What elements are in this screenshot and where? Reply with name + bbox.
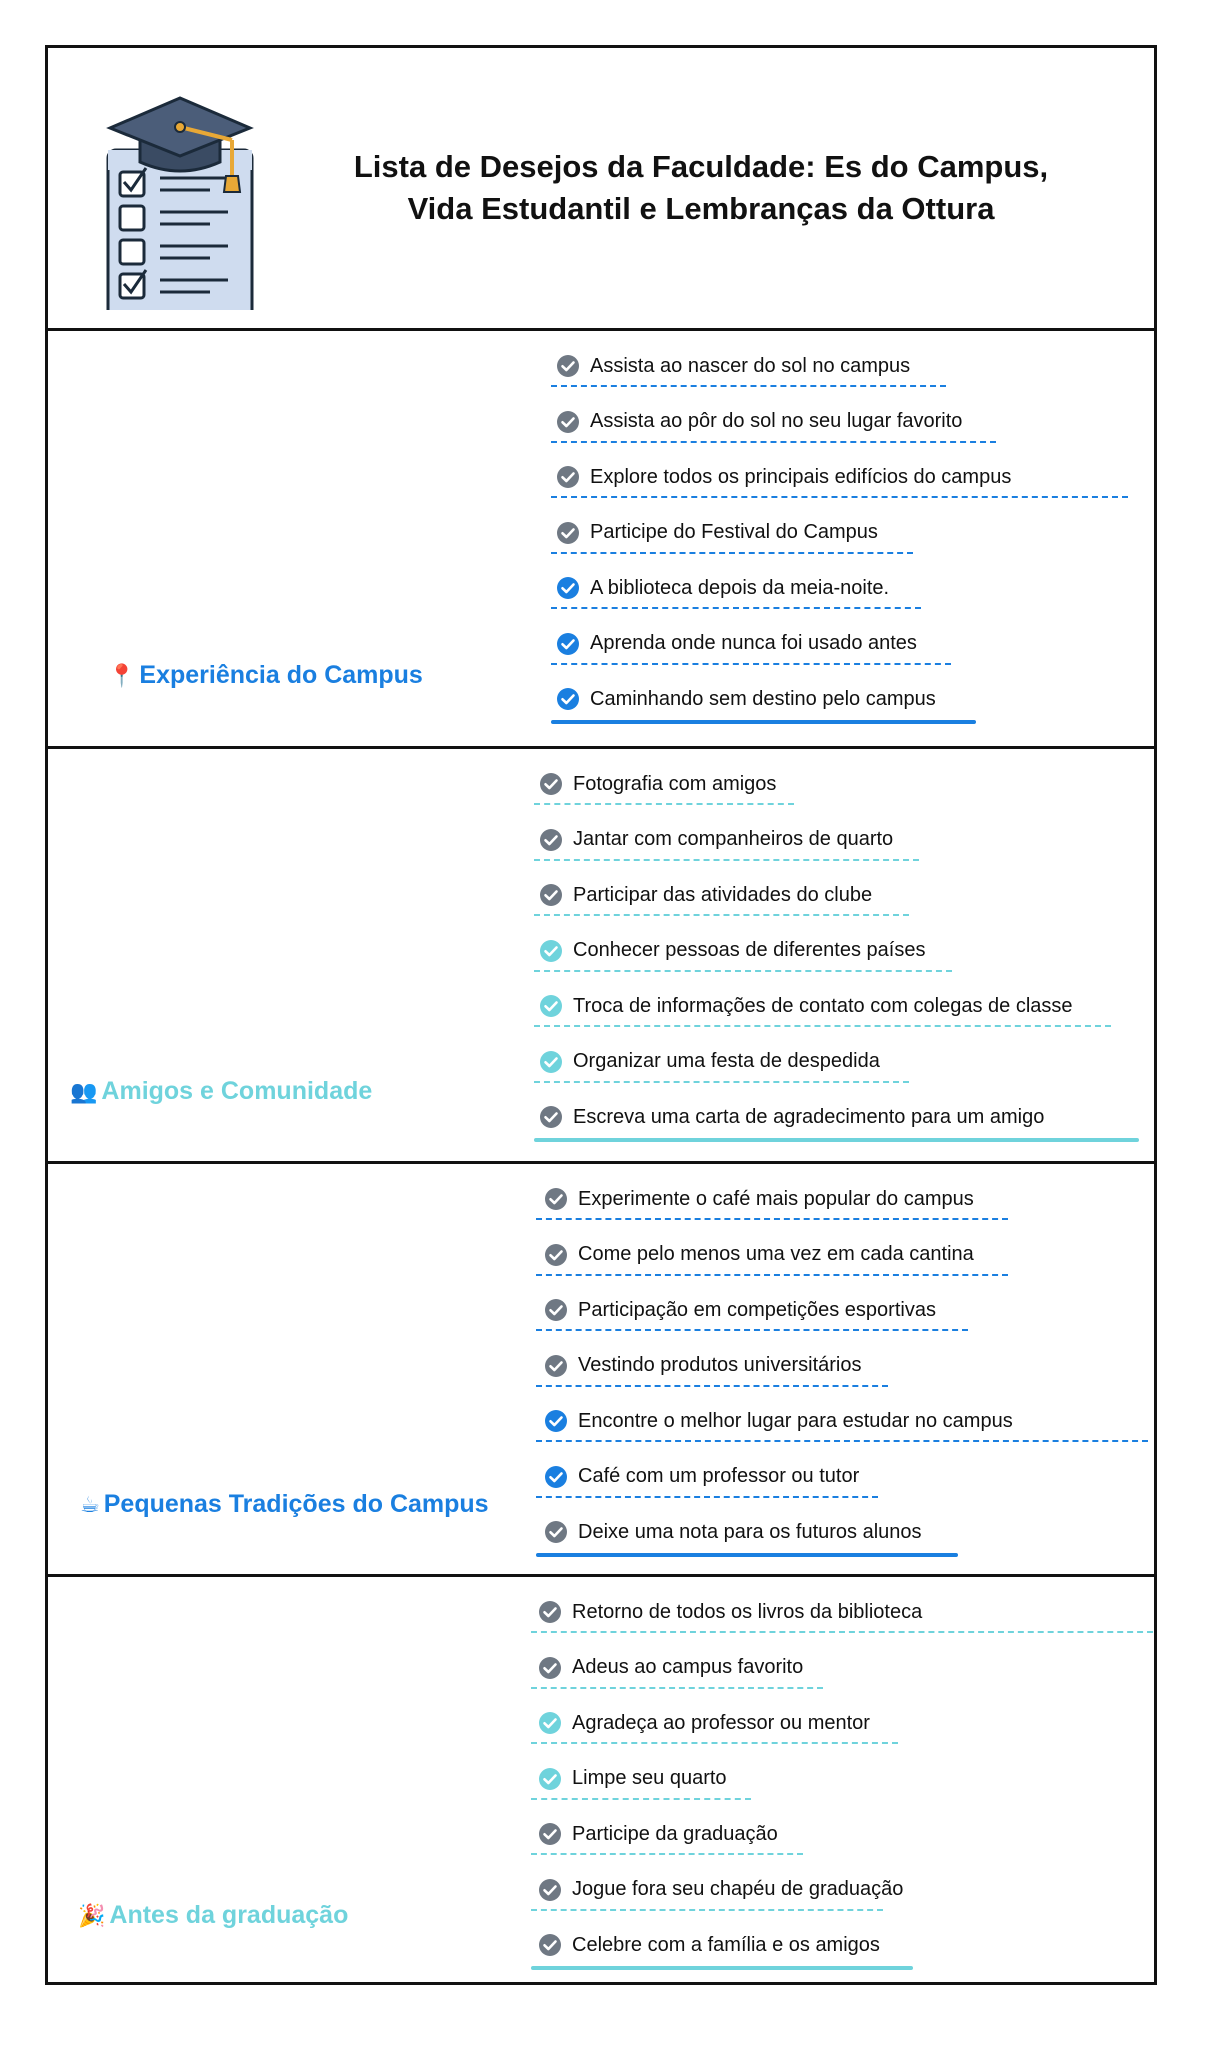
checklist-item-text: Assista ao nascer do sol no campus [590, 354, 911, 377]
section-emoji-icon: ☕ [80, 1492, 100, 1517]
checklist-item[interactable] [539, 880, 872, 910]
checklist-item[interactable] [539, 825, 893, 855]
checklist-item[interactable] [539, 991, 1073, 1021]
checklist-item[interactable] [538, 1930, 880, 1960]
item-underline [536, 1440, 1148, 1442]
section-title [108, 661, 423, 690]
checked-circle-icon[interactable] [538, 1767, 562, 1791]
checked-circle-icon[interactable] [539, 939, 563, 963]
item-underline [531, 1631, 1153, 1633]
checklist-item-text: Assista ao pôr do sol no seu lugar favorito [590, 410, 963, 432]
item-underline [531, 1742, 898, 1744]
item-underline [534, 1025, 1111, 1027]
checklist-item-text: Explore todos os principais edifícios do campus [590, 465, 1012, 488]
check-circle-icon[interactable] [539, 828, 563, 852]
checklist-item-text: Participe da graduação [572, 1822, 778, 1845]
check-circle-icon[interactable] [538, 1656, 562, 1680]
checklist-item[interactable] [538, 1708, 870, 1738]
checklist-item-text: Experimente o café mais popular do campus [578, 1187, 974, 1210]
item-underline [534, 1081, 909, 1083]
checklist-item-text: Aprenda onde nunca foi usado antes [590, 632, 917, 654]
checklist-item[interactable] [544, 1462, 859, 1492]
item-underline [531, 1909, 883, 1911]
checked-circle-icon[interactable] [539, 1050, 563, 1074]
checklist-item-text: Jogue fora seu chapéu de graduação [572, 1878, 904, 1900]
checklist-frame [45, 45, 1157, 1985]
item-underline [534, 803, 794, 805]
check-circle-icon[interactable] [539, 1105, 563, 1129]
checklist-item[interactable] [539, 1102, 1044, 1132]
checklist-item[interactable] [539, 769, 776, 799]
checklist-item-text: Participe do Festival do Campus [590, 521, 878, 543]
checklist-item[interactable] [544, 1406, 1013, 1436]
checklist-item-text: A biblioteca depois da meia-noite. [590, 576, 890, 599]
checklist-item-text: Conhecer pessoas de diferentes países [573, 939, 926, 961]
section-title-text: Amigos e Comunidade [101, 1077, 373, 1105]
checklist-item[interactable] [538, 1875, 903, 1905]
checklist-item[interactable] [556, 462, 1011, 492]
checklist-item-text: Caminhando sem destino pelo campus [590, 687, 936, 710]
item-underline [551, 385, 946, 387]
item-underline [536, 1385, 888, 1387]
section-title-text: Antes da graduação [109, 1901, 349, 1929]
check-circle-icon[interactable] [544, 1187, 568, 1211]
checklist-item-text: Jantar com companheiros de quarto [573, 828, 894, 850]
item-underline [531, 1798, 751, 1800]
item-underline [534, 970, 952, 972]
item-underline [551, 607, 921, 609]
item-underline [551, 441, 996, 443]
check-circle-icon[interactable] [539, 883, 563, 907]
item-underline [531, 1687, 823, 1689]
item-underline [536, 1496, 878, 1498]
item-underline [536, 1218, 1008, 1220]
checklist-item-text: Vestindo produtos universitários [578, 1354, 862, 1376]
checklist-item-text: Fotografia com amigos [573, 772, 777, 795]
section-2 [48, 749, 1154, 1164]
checklist-item-text: Deixe uma nota para os futuros alunos [578, 1520, 922, 1543]
checklist-item-text: Café com um professor ou tutor [578, 1465, 860, 1487]
checklist-item[interactable] [556, 573, 889, 603]
checklist-item[interactable] [544, 1351, 862, 1381]
checklist-item[interactable] [556, 518, 878, 548]
item-underline [536, 1553, 958, 1557]
checked-circle-icon[interactable] [538, 1711, 562, 1735]
section-title [70, 1077, 372, 1106]
item-underline [531, 1966, 913, 1970]
checklist-item[interactable] [544, 1240, 974, 1270]
section-3 [48, 1164, 1154, 1577]
check-circle-icon[interactable] [556, 521, 580, 545]
item-underline [534, 1138, 1139, 1142]
checklist-item[interactable] [556, 351, 910, 381]
check-circle-icon[interactable] [556, 354, 580, 378]
checked-circle-icon[interactable] [544, 1465, 568, 1489]
section-title-text: Pequenas Tradições do Campus [103, 1490, 489, 1518]
section-title [80, 1490, 489, 1519]
checklist-item[interactable] [538, 1597, 922, 1627]
item-underline [551, 720, 976, 724]
checklist-item[interactable] [538, 1764, 727, 1794]
checklist-item-text: Escreva uma carta de agradecimento para um amigo [573, 1105, 1045, 1128]
section-emoji-icon: 👥 [70, 1079, 98, 1104]
checklist-item[interactable] [556, 629, 917, 659]
item-underline [536, 1329, 968, 1331]
graduation-checklist-icon [100, 70, 260, 315]
checklist-item[interactable] [544, 1295, 936, 1325]
checked-circle-icon[interactable] [556, 632, 580, 656]
checklist-item[interactable] [538, 1819, 778, 1849]
section-4 [48, 1577, 1154, 1985]
checklist-item-text: Encontre o melhor lugar para estudar no campus [578, 1409, 1013, 1432]
checklist-item-text: Troca de informações de contato com colegas de classe [573, 994, 1073, 1017]
checklist-item[interactable] [544, 1184, 974, 1214]
checklist-item-text: Retorno de todos os livros da biblioteca [572, 1600, 923, 1623]
check-circle-icon[interactable] [556, 410, 580, 434]
checklist-item[interactable] [544, 1517, 922, 1547]
checked-circle-icon[interactable] [544, 1409, 568, 1433]
checklist-item-text: Agradeça ao professor ou mentor [572, 1711, 870, 1734]
item-underline [551, 663, 951, 665]
checklist-item[interactable] [556, 407, 962, 437]
section-title [78, 1901, 348, 1930]
item-underline [551, 496, 1128, 498]
item-underline [534, 859, 919, 861]
page-title [268, 146, 1134, 230]
checklist-item-text: Participação em competições esportivas [578, 1298, 936, 1321]
check-circle-icon[interactable] [544, 1298, 568, 1322]
check-circle-icon[interactable] [539, 772, 563, 796]
item-underline [551, 552, 913, 554]
checked-circle-icon[interactable] [556, 687, 580, 711]
checklist-item[interactable] [539, 936, 925, 966]
header [48, 48, 1154, 331]
check-circle-icon[interactable] [556, 465, 580, 489]
checked-circle-icon[interactable] [539, 994, 563, 1018]
checklist-item[interactable] [538, 1653, 803, 1683]
check-circle-icon[interactable] [538, 1822, 562, 1846]
checklist-item-text: Participar das atividades do clube [573, 883, 873, 906]
checklist-item-text: Come pelo menos uma vez em cada cantina [578, 1243, 974, 1265]
checklist-item-text: Organizar uma festa de despedida [573, 1050, 880, 1072]
title-line-1: Lista de Desejos da Faculdade: Es do Campus, [353, 149, 1049, 184]
section-1 [48, 331, 1154, 749]
check-circle-icon[interactable] [544, 1520, 568, 1544]
check-circle-icon[interactable] [538, 1878, 562, 1902]
check-circle-icon[interactable] [544, 1354, 568, 1378]
item-underline [531, 1853, 803, 1855]
section-emoji-icon: 📍 [108, 663, 136, 688]
title-line-2: Vida Estudantil e Lembranças da Ottura [407, 191, 995, 226]
checklist-item-text: Celebre com a família e os amigos [572, 1933, 880, 1956]
check-circle-icon[interactable] [538, 1933, 562, 1957]
checklist-item-text: Limpe seu quarto [572, 1767, 727, 1789]
checklist-item[interactable] [556, 684, 936, 714]
item-underline [534, 914, 909, 916]
item-underline [536, 1274, 1008, 1276]
check-circle-icon[interactable] [544, 1243, 568, 1267]
checklist-item[interactable] [539, 1047, 880, 1077]
check-circle-icon[interactable] [538, 1600, 562, 1624]
checked-circle-icon[interactable] [556, 576, 580, 600]
section-emoji-icon: 🎉 [78, 1903, 106, 1928]
checklist-item-text: Adeus ao campus favorito [572, 1656, 804, 1678]
section-title-text: Experiência do Campus [139, 661, 423, 689]
